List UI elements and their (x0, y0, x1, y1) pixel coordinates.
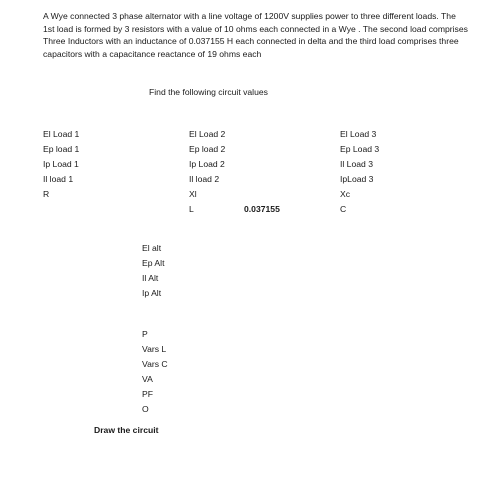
load-3-item: Ep Load 3 (340, 144, 380, 154)
alternator-item: Ip Alt (142, 288, 162, 298)
load-1-item: El Load 1 (43, 129, 80, 139)
power-item: VA (142, 374, 153, 384)
load-2-item: El Load 2 (189, 129, 226, 139)
load-3-item: El Load 3 (340, 129, 377, 139)
load-2-list (189, 127, 225, 217)
load-3-item: C (340, 204, 347, 214)
load-3-item: Il Load 3 (340, 159, 373, 169)
alternator-list (142, 241, 164, 301)
load-2-item: Ep load 2 (189, 144, 226, 154)
load-1-list (43, 127, 79, 202)
inductance-value: 0.037155 (244, 204, 280, 214)
load-2-item: Il load 2 (189, 174, 220, 184)
alternator-item: El alt (142, 243, 162, 253)
find-heading: Find the following circuit values (149, 87, 268, 97)
draw-circuit-heading: Draw the circuit (94, 425, 159, 435)
load-3-item: IpLoad 3 (340, 174, 374, 184)
power-item: P (142, 329, 148, 339)
load-1-item: Ep load 1 (43, 144, 80, 154)
power-item: Vars C (142, 359, 168, 369)
power-item: O (142, 404, 149, 414)
load-2-item: Ip Load 2 (189, 159, 225, 169)
alternator-item: Il Alt (142, 273, 159, 283)
alternator-item: Ep Alt (142, 258, 165, 268)
load-3-item: Xc (340, 189, 351, 199)
problem-statement: A Wye connected 3 phase alternator with a line voltage of 1200V supplies power to three different loads. The 1st load is formed by 3 resistors with a value of 10 ohms each connected in a Wye . The second load comprises Three Inductors with an inductance of 0.037155 H each connected in delta and the third load comprises three capacitors with a capacitance reactance of 19 ohms each (43, 11, 468, 59)
load-1-item: R (43, 189, 50, 199)
load-1-item: Il load 1 (43, 174, 74, 184)
load-1-item: Ip Load 1 (43, 159, 79, 169)
load-2-item: Xl (189, 189, 197, 199)
power-item: PF (142, 389, 153, 399)
load-2-item: L (189, 204, 194, 214)
load-3-list (340, 127, 379, 217)
power-item: Vars L (142, 344, 167, 354)
power-list (142, 327, 168, 417)
